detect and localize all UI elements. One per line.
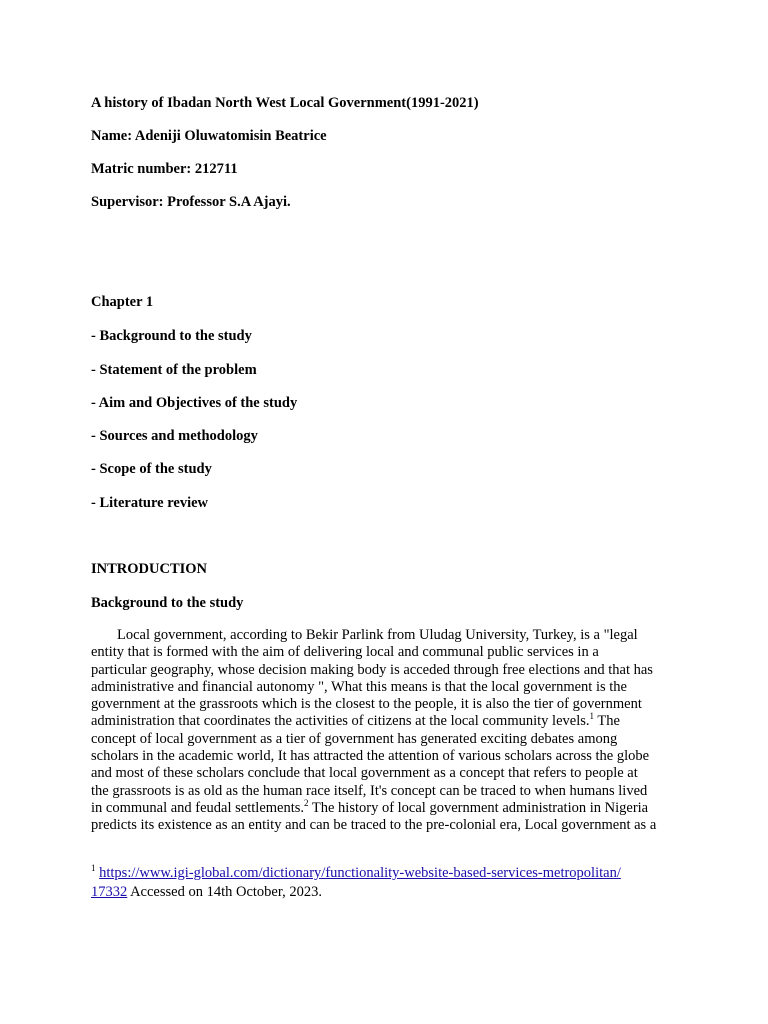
- introduction-heading: INTRODUCTION: [91, 561, 208, 577]
- outline-item: - Background to the study: [91, 328, 252, 344]
- paragraph-line: scholars in the academic world, It has attracted the attention of various scholars across the globe: [91, 748, 650, 765]
- paragraph-line: government at the grassroots which is the closest to the people, it is also the tier of government: [91, 696, 642, 713]
- footnote-link-continued[interactable]: 17332: [91, 884, 128, 900]
- footnote-line: [91, 883, 691, 902]
- section-subheading: Background to the study: [91, 595, 244, 611]
- line-text: in communal and feudal settlements.: [91, 799, 305, 816]
- outline-item: - Sources and methodology: [91, 428, 258, 444]
- paragraph-line: entity that is formed with the aim of delivering local and communal public services in a: [91, 644, 599, 661]
- outline-item: - Literature review: [91, 495, 209, 511]
- body-paragraph: [91, 627, 681, 835]
- outline-item: - Statement of the problem: [91, 362, 257, 378]
- footnote-link[interactable]: https://www.igi-global.com/dictionary/functionality-website-based-services-metropolitan/: [99, 865, 621, 881]
- accessed-date: Accessed on 14th October, 2023.: [127, 884, 322, 900]
- paragraph-line: predicts its existence as an entity and can be traced to the pre-colonial era, Local government as a: [91, 817, 657, 834]
- line-tail: The: [594, 713, 620, 730]
- paragraph-line: and most of these scholars conclude that local government as a concept that refers to people at: [91, 765, 638, 782]
- paragraph-line: concept of local government as a tier of government has generated exciting debates among: [91, 730, 618, 747]
- line-tail: The history of local government administration in Nigeria: [308, 799, 649, 816]
- footnote-reference[interactable]: 2: [304, 798, 309, 809]
- footnote: [91, 864, 691, 902]
- paragraph-line: [91, 713, 681, 730]
- footnote-line: [91, 864, 691, 883]
- chapter-heading: Chapter 1: [91, 294, 154, 310]
- outline-item: - Scope of the study: [91, 461, 212, 477]
- paragraph-line: [91, 800, 681, 817]
- paragraph-line: Local government, according to Bekir Parlink from Uludag University, Turkey, is a "legal: [117, 627, 638, 643]
- paragraph-line: particular geography, whose decision making body is acceded through free elections and that has: [91, 661, 653, 678]
- supervisor: Supervisor: Professor S.A Ajayi.: [91, 194, 291, 210]
- paragraph-line: administrative and financial autonomy ", What this means is that the local government is the: [91, 678, 627, 695]
- outline-item: - Aim and Objectives of the study: [91, 395, 298, 411]
- student-name: Name: Adeniji Oluwatomisin Beatrice: [91, 128, 327, 144]
- footnote-reference[interactable]: 1: [589, 711, 594, 722]
- line-text: administration that coordinates the activities of citizens at the local community levels.: [91, 713, 590, 730]
- matric-number: Matric number: 212711: [91, 161, 238, 177]
- paragraph-line: the grassroots is as old as the human race itself, It's concept can be traced to when humans lived: [91, 782, 648, 799]
- document-title: A history of Ibadan North West Local Government(1991-2021): [91, 95, 479, 111]
- footnote-mark: 1: [91, 863, 96, 874]
